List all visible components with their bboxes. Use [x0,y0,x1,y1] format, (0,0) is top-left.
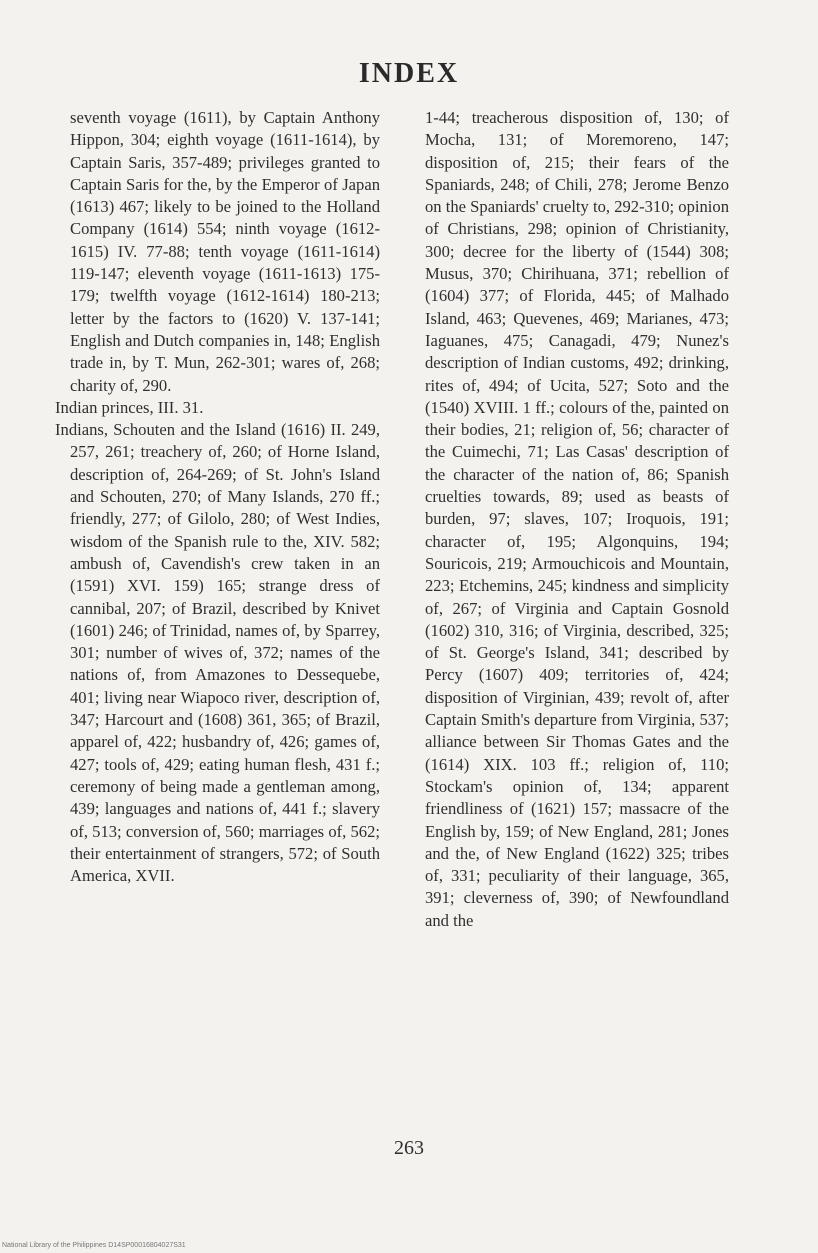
page-heading: INDEX [358,58,460,89]
index-entry-indian-princes: Indian princes, III. 31. [55,397,204,417]
index-column-left [55,107,380,887]
scan-footer: National Library of the Philippines D14SP00016804027S31 [2,1242,186,1249]
index-entry-continuation: seventh voyage (1611), by Captain Anthony Hippon, 304; eighth voyage (1611-1614), by Captain Saris, 357-489; privileges granted to Captain Saris for the, by the Emperor of Japan (1613) 467; likely to be joined to the Holland Company (1614) 554; ninth voyage (1612-1615) IV. 77-88; tenth voyage (1611-1614) 119-147; eleventh voyage (1611-1613) 175-179; twelfth voyage (1612-1614) 180-213; letter by the factors to (1620) V. 137-141; English and Dutch companies in, 148; English trade in, by T. Mun, 262-301; wares of, 268; charity of, 290. [70,108,380,395]
index-column-right [425,107,729,932]
index-entry-indians-continued: 1-44; treacherous disposition of, 130; of Mocha, 131; of Moremoreno, 147; disposition of, 215; their fears of the Spaniards, 248; of Chili, 278; Jerome Benzo on the Spaniards' cruelty to, 292-310; opinion of Christians, 298; opinion of Christianity, 300; decree for the liberty of (1544) 308; Musus, 370; Chirihuana, 371; rebellion of (1604) 377; of Florida, 445; of Malhado Island, 463; Quevenes, 469; Marianes, 473; Iaguanes, 475; Canagadi, 479; Nunez's description of Indian customs, 492; drinking, rites of, 494; of Ucita, 527; Soto and the (1540) XVIII. 1 ff.; colours of the, painted on their bodies, 21; religion of, 56; character of the Cuimechi, 71; Las Casas' description of the character of the nation of, 86; Spanish cruelties towards, 89; used as beasts of burden, 97; slaves, 107; Iroquois, 191; character of, 195; Algonquins, 194; Souricois, 219; Armouchicois and Mountain, 223; Etchemins, 245; kindness and simplicity of, 267; of Virginia and Captain Gosnold (1602) 310, 316; of Virginia, described, 325; of St. George's Island, 341; described by Percy (1607) 409; territories of, 424; disposition of Virginian, 439; revolt of, after Captain Smith's departure from Virginia, 537; alliance between Sir Thomas Gates and the (1614) XIX. 103 ff.; religion of, 110; Stockam's opinion of, 134; apparent friendliness of (1621) 157; massacre of the English by, 159; of New England, 281; Jones and the, of New England (1622) 325; tribes of, 331; peculiarity of their language, 365, 391; cleverness of, 390; of Newfoundland and the [425,108,729,930]
index-entry-indians: Indians, Schouten and the Island (1616) II. 249, 257, 261; treachery of, 260; of Horne Island, description of, 264-269; of St. John's Island and Schouten, 270; of Many Islands, 270 ff.; friendly, 277; of Gilolo, 280; of West Indies, wisdom of the Spanish rule to the, XIV. 582; ambush of, Cavendish's crew taken in an (1591) XVI. 159) 165; strange dress of cannibal, 207; of Brazil, described by Knivet (1601) 246; of Trinidad, names of, by Sparrey, 301; number of wives of, 372; names of the nations of, from Amazones to Dessequebe, 401; living near Wiapoco river, description of, 347; Harcourt and (1608) 361, 365; of Brazil, apparel of, 422; husbandry of, 426; games of, 427; tools of, 429; eating human flesh, 431 f.; ceremony of being made a gentleman among, 439; languages and nations of, 441 f.; slavery of, 513; conversion of, 560; marriages of, 562; their entertainment of strangers, 572; of South America, XVII. [55,420,380,886]
page-number: 263 [394,1137,424,1159]
